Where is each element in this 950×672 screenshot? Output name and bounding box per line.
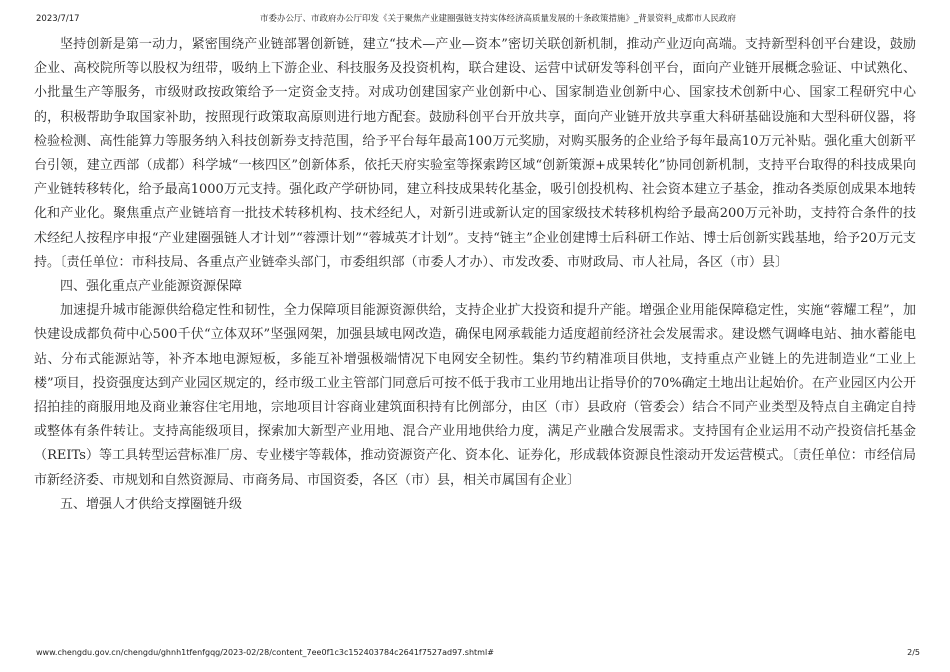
section-heading-5: 五、增强人才供给支撑圈链升级: [60, 496, 243, 512]
page-number: 2/5: [907, 648, 920, 657]
print-footer: [0, 647, 950, 659]
print-header: [0, 12, 950, 26]
print-url: www.chengdu.gov.cn/chengdu/ghnh1tfenfgqg/2023-02/28/content_7ee0f1c3c152403784c2641f7527ad97.shtml#: [36, 648, 494, 657]
section-heading-4: 四、强化重点产业能源资源保障: [60, 279, 243, 295]
paragraph-energy-resources: 加速提升城市能源供给稳定性和韧性，全力保障项目能源资源供给，支持企业扩大投资和提升产能。增强企业用能保障稳定性，实施“蓉耀工程”，加快建设成都负荷中心500千伏“立体双环”坚强网架，加强县域电网改造，确保电网承载能力适度超前经济社会发展需求。建设燃气调峰电站、抽水蓄能电站、分布式能源站等，补齐本地电源短板，多能互补增强极端情况下电网安全韧性。集约节约精准项目供地，支持重点产业链上的先进制造业“工业上楼”项目，投资强度达到产业园区规定的，经市级工业主管部门同意后可按不低于我市工业用地出让指导价的70%确定土地出让起始价。在产业园区内公开招拍挂的商服用地及商业兼容住宅用地，宗地项目计容商业建筑面积持有比例部分，由区（市）县政府（管委会）结合不同产业类型及特点自主确定自持或整体有条件转让。支持高能级项目，探索加大新型产业用地、混合产业用地供给力度，满足产业融合发展需求。支持国有企业运用不动产投资信托基金（REITs）等工具转型运营标准厂房、专业楼宇等载体，推动资源资产化、资本化、证券化，形成载体资源良性滚动开发运营模式。〔责任单位：市经信局市新经济委、市规划和自然资源局、市商务局、市国资委，各区（市）县，相关市属国有企业〕: [34, 303, 916, 488]
article-body: [34, 33, 916, 517]
print-page-title: 市委办公厅、市政府办公厅印发《关于聚焦产业建圈强链支持实体经济高质量发展的十条政策措施》_背景资料_成都市人民政府: [260, 14, 737, 24]
print-date: 2023/7/17: [36, 14, 80, 24]
paragraph-innovation: 坚持创新是第一动力，紧密围绕产业链部署创新链，建立“技术—产业—资本”密切关联创新机制，推动产业迈向高端。支持新型科创平台建设，鼓励企业、高校院所等以股权为纽带，吸纳上下游企业、科技服务及投资机构，联合建设、运营中试研发等科创平台，面向产业链开展概念验证、中试熟化、小批量生产等服务，市级财政按政策给予一定资金支持。对成功创建国家产业创新中心、国家制造业创新中心、国家技术创新中心、国家工程研究中心的，积极帮助争取国家补助，按照现行政策取高原则进行地方配套。鼓励科创平台开放共享，面向产业链开放共享重大科研基础设施和大型科研仪器，将检验检测、高性能算力等服务纳入科技创新券支持范围，给予平台每年最高100万元奖励，对购买服务的企业给予每年最高10万元补贴。强化重大创新平台引领，建立西部（成都）科学城“一核四区”创新体系，依托天府实验室等探索跨区域“创新策源+成果转化”协同创新机制，支持平台取得的科技成果向产业链转移转化，给予最高1000万元支持。强化政产学研协同，建立科技成果转化基金，吸引创投机构、社会资本建立子基金，推动各类原创成果本地转化和产业化。聚焦重点产业链培育一批技术转移机构、技术经纪人，对新引进或新认定的国家级技术转移机构给予最高200万元补助，支持符合条件的技术经纪人按程序申报“产业建圈强链人才计划”“蓉漂计划”“蓉城英才计划”。支持“链主”企业创建博士后科研工作站、博士后创新实践基地，给予20万元支持。〔责任单位：市科技局、各重点产业链牵头部门，市委组织部（市委人才办）、市发改委、市财政局、市人社局，各区（市）县〕: [34, 37, 916, 270]
